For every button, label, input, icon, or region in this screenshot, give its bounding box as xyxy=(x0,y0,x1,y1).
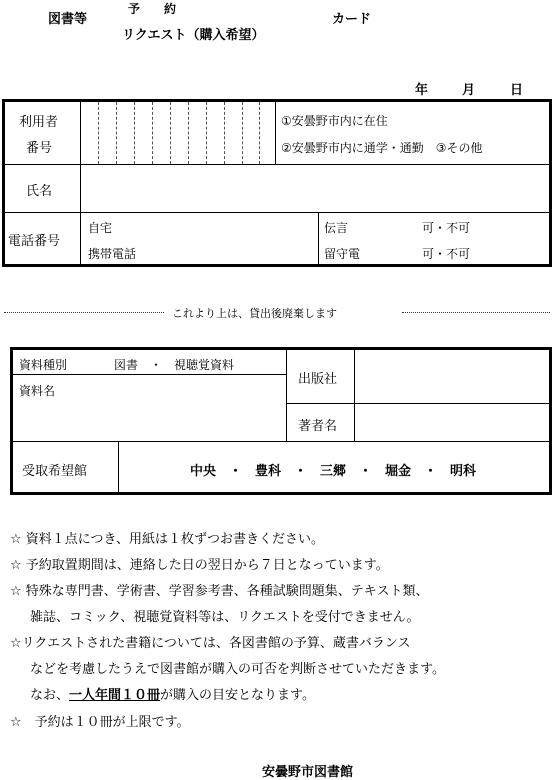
form-prefix: 図書等 xyxy=(48,12,88,27)
note-item-continuation: 雑誌、コミック、視聴覚資料等は、リクエストを受付できません。 xyxy=(30,610,420,625)
phone-home-label: 自宅 xyxy=(88,221,113,235)
note-item-continuation: などを考慮したうえで図書館が購入の可否を判断させていただきます。 xyxy=(30,662,445,677)
library-name: 安曇野市図書館 xyxy=(262,765,354,780)
publisher-input[interactable] xyxy=(357,351,547,402)
phone-label: 電話番号 xyxy=(8,234,61,249)
cut-line-right xyxy=(402,312,550,313)
annual-limit-emphasis: 一人年間１０冊 xyxy=(69,688,161,703)
cut-line-left xyxy=(4,312,164,313)
user-number-input[interactable] xyxy=(82,103,274,163)
note-item: ☆リクエストされた書籍については、各図書館の予算、蔵書バランス xyxy=(10,636,411,651)
material-title-input[interactable] xyxy=(14,398,284,440)
note-item: ☆ 資料１点につき、用紙は１枚ずつお書きください。 xyxy=(10,532,325,547)
residence-option-1[interactable]: ①安曇野市内に在住 xyxy=(281,114,388,128)
note-item: ☆ 予約取置期間は、連絡した日の翌日から７日となっています。 xyxy=(10,558,389,573)
card-label: カード xyxy=(332,12,372,27)
user-number-label: 利用者 xyxy=(19,115,59,130)
pickup-library-options[interactable]: 中央 ・ 豊科 ・ 三郷 ・ 堀金 ・ 明科 xyxy=(190,464,477,479)
user-number-label-2: 番号 xyxy=(26,141,53,156)
voicemail-label: 留守電 xyxy=(324,247,361,261)
material-title-label: 資料名 xyxy=(19,384,56,398)
name-label: 氏名 xyxy=(26,184,53,199)
note-item-continuation xyxy=(30,684,315,703)
phone-mobile-label: 携帯電話 xyxy=(88,247,137,261)
cut-line-text: これより上は、貸出後廃棄します xyxy=(172,307,337,320)
message-label: 伝言 xyxy=(324,221,349,235)
option-request[interactable]: リクエスト（購入希望） xyxy=(122,28,265,43)
option-reservation[interactable]: 予 約 xyxy=(128,2,177,16)
material-type-options[interactable]: 図書 ・ 視聴覚資料 xyxy=(114,358,235,372)
pickup-library-label: 受取希望館 xyxy=(22,464,88,479)
voicemail-options[interactable]: 可・不可 xyxy=(422,247,471,261)
name-input[interactable] xyxy=(82,166,547,211)
note-item: ☆ 特殊な専門書、学術書、学習参考書、各種試験問題集、テキスト類、 xyxy=(10,584,429,599)
date-month-label: 月 xyxy=(462,83,476,98)
note-text: なお、 xyxy=(30,688,70,703)
author-label: 著者名 xyxy=(298,419,338,434)
message-options[interactable]: 可・不可 xyxy=(422,221,471,235)
publisher-label: 出版社 xyxy=(298,372,338,387)
material-type-label: 資料種別 xyxy=(19,358,68,372)
author-input[interactable] xyxy=(357,405,547,440)
date-year-label: 年 xyxy=(415,83,429,98)
residence-option-2[interactable]: ②安曇野市内に通学・通勤 ③その他 xyxy=(281,141,483,155)
note-item: ☆ 予約は１０冊が上限です。 xyxy=(10,715,190,730)
note-text: が購入の目安となります。 xyxy=(160,688,315,703)
date-day-label: 日 xyxy=(510,83,524,98)
